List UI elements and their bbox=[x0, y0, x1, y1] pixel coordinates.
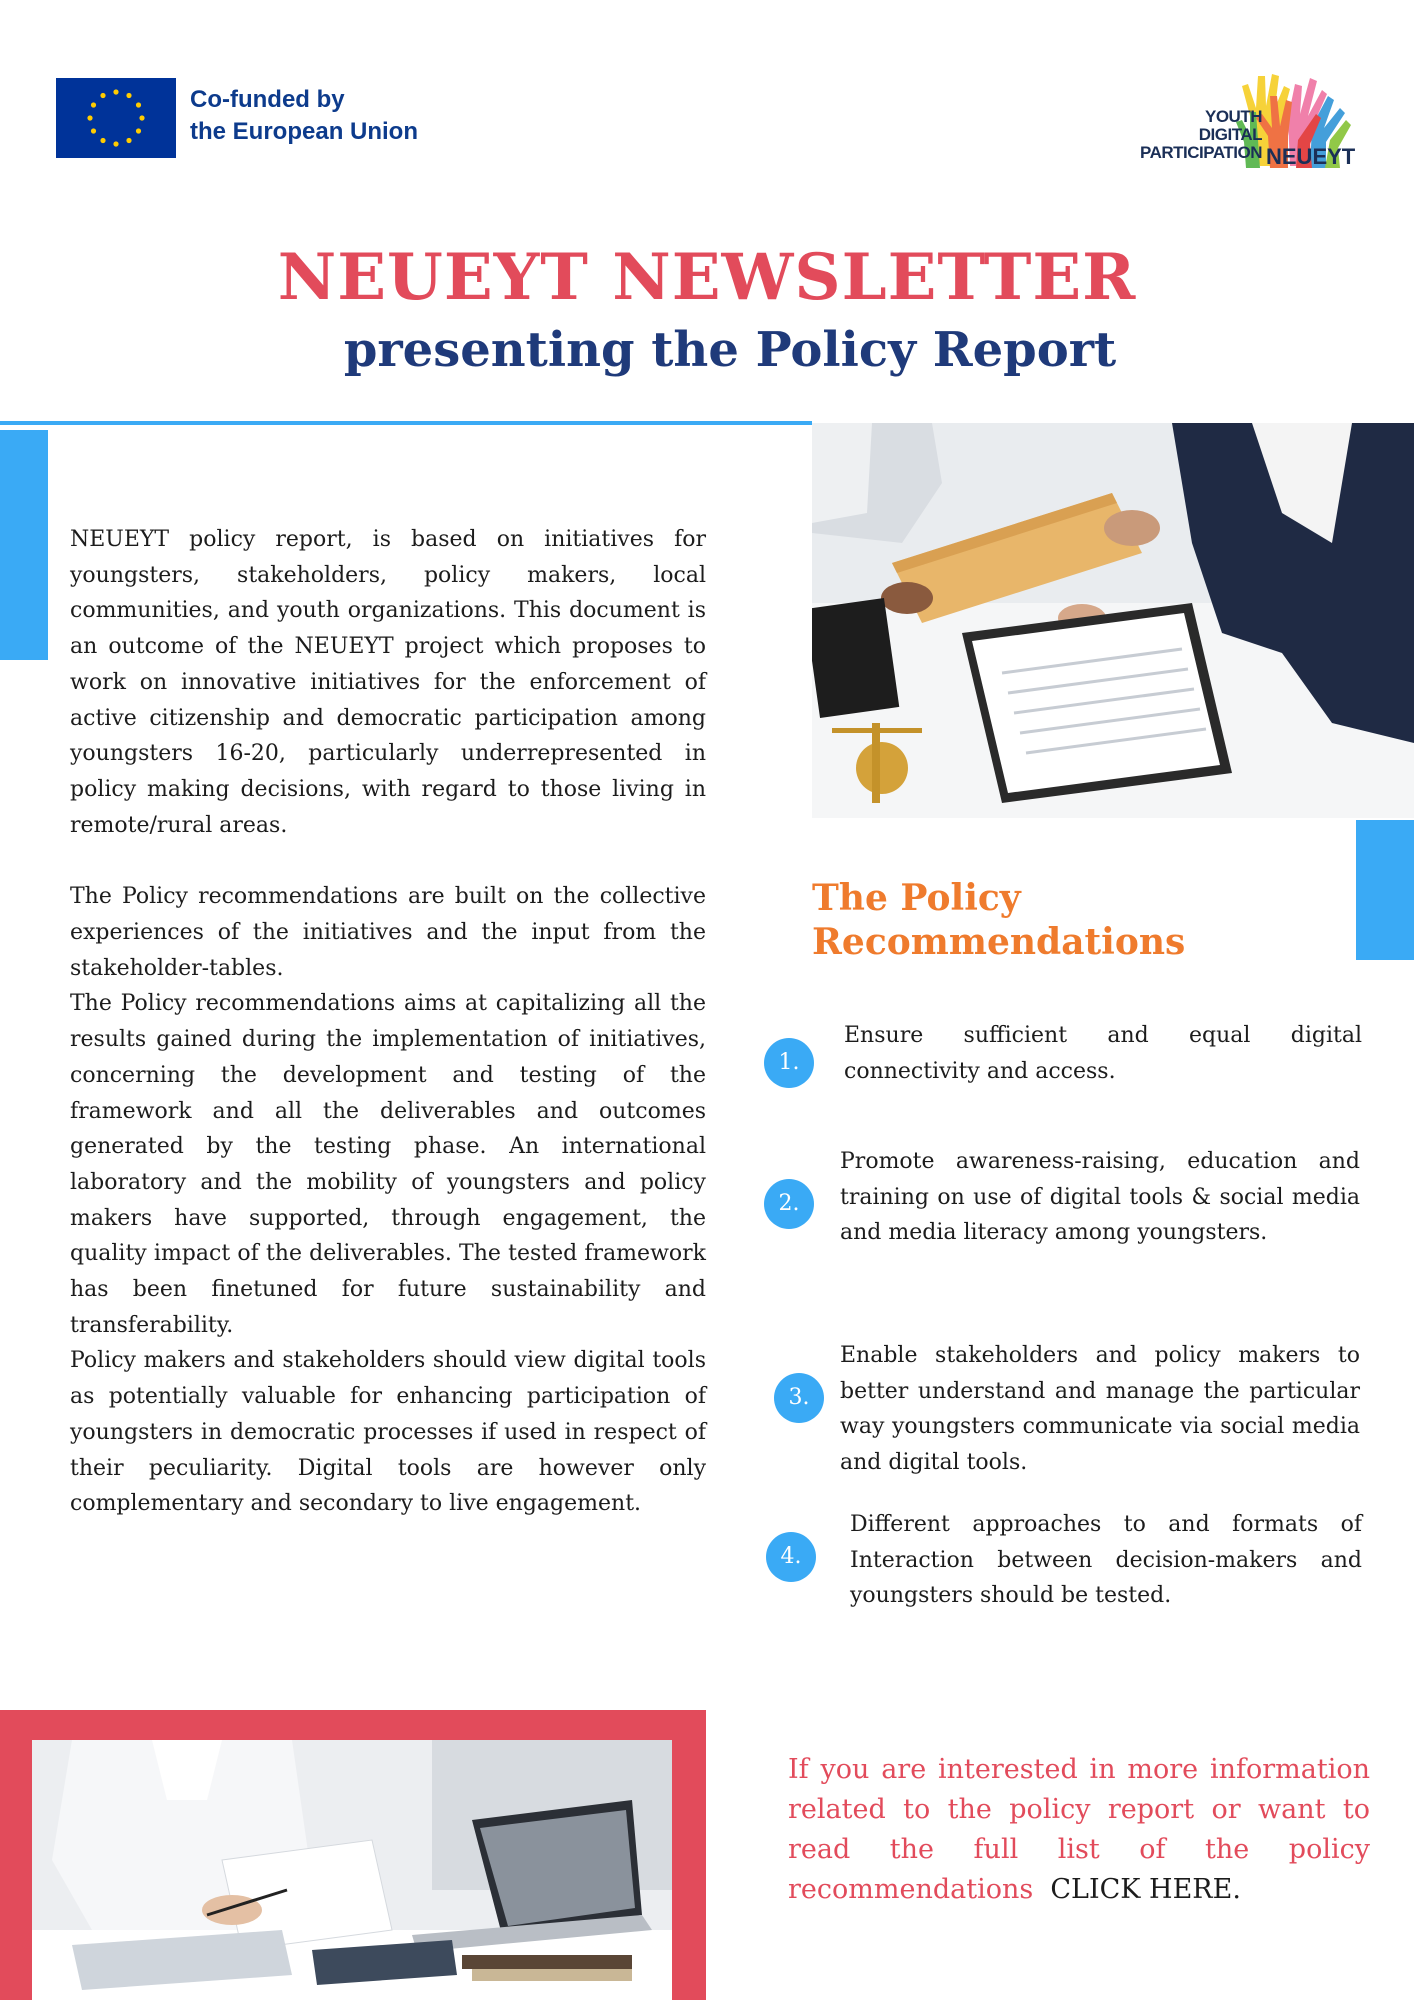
logo-line-1: YOUTH bbox=[1205, 107, 1262, 126]
logo-brand: NEUEYT bbox=[1266, 144, 1356, 169]
intro-paragraph-2: The Policy recommendations are built on the collective experiences of the initiatives and the input from the stakeholder-tables. bbox=[70, 884, 706, 981]
newsletter-title: NEUEYT NEWSLETTER bbox=[277, 240, 1137, 315]
logo-tagline bbox=[1140, 108, 1262, 162]
accent-divider bbox=[0, 421, 812, 425]
recommendation-text: Ensure sufficient and equal digital connectivity and access. bbox=[844, 1023, 1362, 1084]
eu-cofunded-text bbox=[190, 84, 418, 148]
recommendations-heading: The Policy Recommendations bbox=[812, 877, 1186, 963]
logo-line-2: DIGITAL bbox=[1198, 125, 1262, 144]
intro-paragraph-4: Policy makers and stakeholders should view digital tools as potentially valuable for enhancing participation of youngsters in democratic processes if used in respect of their peculiarity. Digital tools are however only complementary and secondary to live engagement. bbox=[70, 1348, 706, 1517]
handover-illustration bbox=[812, 423, 1414, 818]
recommendation-number-badge: 3. bbox=[774, 1373, 824, 1423]
recommendation-text: Enable stakeholders and policy makers to better understand and manage the particular way youngsters communicate via social media and digital tools. bbox=[840, 1343, 1360, 1475]
eu-stars-icon bbox=[56, 78, 176, 158]
recommendation-number-badge: 4. bbox=[766, 1532, 816, 1582]
intro-text bbox=[70, 522, 706, 1522]
document-handover-photo bbox=[812, 423, 1414, 818]
recommendation-number-badge: 1. bbox=[764, 1038, 814, 1088]
logo-line-3: PARTICIPATION bbox=[1140, 143, 1262, 162]
eu-line-1: Co-funded by bbox=[190, 86, 345, 113]
intro-paragraph-1: NEUEYT policy report, is based on initiatives for youngsters, stakeholders, policy makers, local communities, and youth organizations. This document is an outcome of the NEUEYT project which proposes to work on innovative initiatives for the enforcement of active citizenship and democratic participation among youngsters 16-20, particularly underrepresented in policy making decisions, with regard to those living in remote/rural areas. bbox=[70, 527, 706, 838]
cta-text-block bbox=[788, 1750, 1370, 1910]
recommendation-number-badge: 2. bbox=[764, 1179, 814, 1229]
click-here-link[interactable]: CLICK HERE. bbox=[1050, 1874, 1241, 1905]
eu-line-2: the European Union bbox=[190, 118, 418, 145]
recommendation-text: Promote awareness-raising, education and training on use of digital tools & social media and media literacy among youngsters. bbox=[840, 1149, 1360, 1245]
cta-text: If you are interested in more information related to the policy report or want to read the full list of the policy recommendations bbox=[788, 1754, 1370, 1905]
intro-paragraph-3: The Policy recommendations aims at capitalizing all the results gained during the implementation of initiatives, concerning the development and testing of the framework and all the deliverables and outcomes generated by the testing phase. An international laboratory and the mobility of youngsters and policy makers have supported, through engagement, the quality impact of the deliverables. The tested framework has been finetuned for future sustainability and transferability. bbox=[70, 991, 706, 1338]
newsletter-subtitle: presenting the Policy Report bbox=[343, 322, 1117, 378]
desk-illustration bbox=[32, 1740, 672, 2000]
accent-block-right bbox=[1356, 820, 1414, 960]
neueyt-logo bbox=[1120, 56, 1360, 186]
accent-block-left bbox=[0, 430, 48, 660]
recommendation-text: Different approaches to and formats of Interaction between decision-makers and youngsters should be tested. bbox=[850, 1512, 1362, 1608]
desk-work-photo bbox=[32, 1740, 672, 2000]
eu-flag-logo bbox=[56, 78, 176, 158]
